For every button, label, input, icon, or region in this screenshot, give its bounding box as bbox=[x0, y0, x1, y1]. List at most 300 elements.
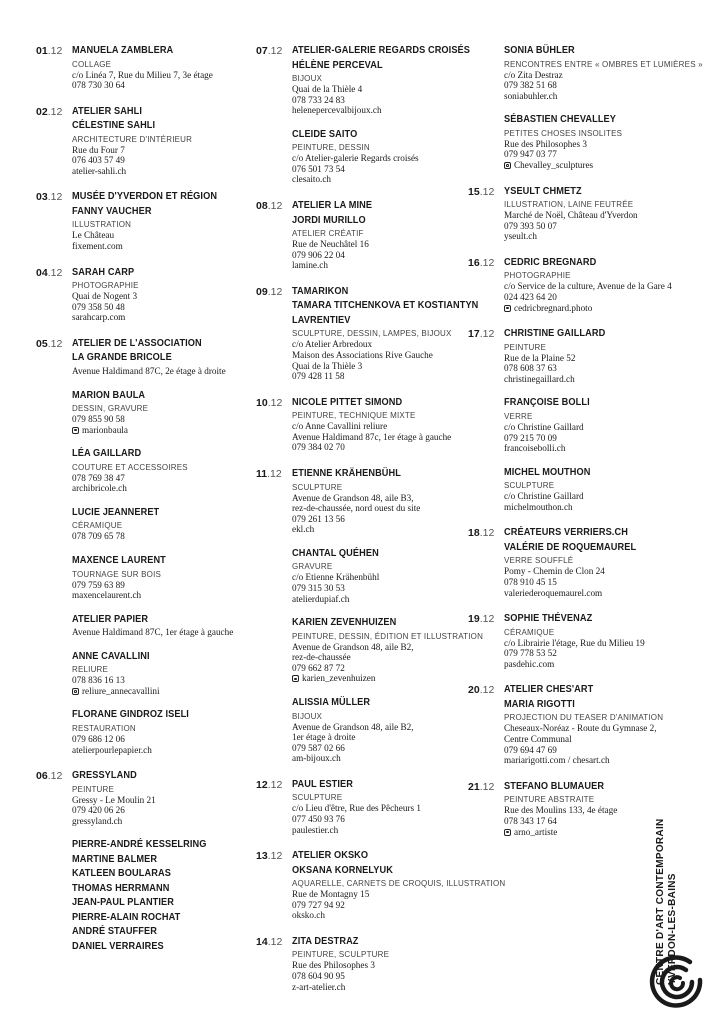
artist-name: PIERRE-ALAIN ROCHAT bbox=[72, 911, 181, 923]
date-day: 21 bbox=[468, 780, 480, 793]
info-line: 079 727 94 92 bbox=[292, 899, 345, 910]
date-label bbox=[36, 191, 62, 203]
category: RELIURE bbox=[72, 665, 109, 675]
date-day: 15 bbox=[468, 185, 480, 198]
date-label bbox=[256, 936, 282, 948]
artist-block bbox=[504, 526, 693, 598]
instagram-text: reliure_annecavallini bbox=[82, 685, 160, 696]
info-line: 079 855 90 58 bbox=[72, 414, 125, 425]
info-line: rez-de-chaussée, nord ouest du site bbox=[292, 503, 421, 514]
info-line: sarahcarp.com bbox=[72, 312, 126, 323]
date-day: 07 bbox=[256, 45, 268, 57]
entry-body bbox=[504, 612, 693, 669]
category: ARCHITECTURE D'INTÉRIEUR bbox=[72, 134, 193, 144]
info-line: c/o Librairie l'étage, Rue du Milieu 19 bbox=[504, 637, 645, 648]
info-line: 076 403 57 49 bbox=[72, 155, 125, 166]
instagram-handle bbox=[72, 425, 251, 436]
info-line: c/o Atelier Arbredoux bbox=[292, 339, 373, 350]
date-entry bbox=[468, 185, 693, 242]
artist-name: PIERRE-ANDRÉ KESSELRING bbox=[72, 839, 207, 851]
artist-block bbox=[72, 769, 251, 826]
artist-block bbox=[72, 190, 251, 251]
date-month: .12 bbox=[479, 780, 495, 793]
category: BIJOUX bbox=[292, 74, 323, 83]
entry-body bbox=[292, 935, 471, 992]
entry-body bbox=[504, 683, 693, 765]
info-line: 079 384 02 70 bbox=[292, 442, 345, 453]
info-line: 078 343 17 64 bbox=[504, 815, 557, 826]
artist-name: ATELIER SAHLI bbox=[72, 105, 143, 117]
artist-name: OKSANA KORNELYUK bbox=[292, 864, 393, 876]
date-entry bbox=[36, 190, 251, 251]
info-line: 078 709 65 78 bbox=[72, 531, 125, 542]
brand-line-2: YVERDON-LES-BAINS bbox=[667, 873, 678, 985]
category: PHOTOGRAPHIE bbox=[72, 281, 139, 291]
date-day: 19 bbox=[468, 613, 480, 626]
info-line: 024 423 64 20 bbox=[504, 291, 557, 302]
date-month: .12 bbox=[267, 285, 283, 298]
category: SCULPTURE, DESSIN, LAMPES, BIJOUX bbox=[292, 329, 452, 339]
instagram-text: Chevalley_sculptures bbox=[514, 159, 594, 170]
artist-block bbox=[292, 396, 471, 453]
artist-name: CLEIDE SAITO bbox=[292, 128, 358, 140]
date-label bbox=[468, 257, 494, 269]
artist-name: CHANTAL QUÉHEN bbox=[292, 547, 379, 559]
date-label bbox=[468, 527, 494, 539]
date-day: 02 bbox=[36, 105, 48, 118]
info-line: 078 836 16 13 bbox=[72, 675, 125, 686]
date-label bbox=[468, 684, 494, 696]
artist-name: NICOLE PITTET SIMOND bbox=[292, 396, 403, 408]
artist-name: PAUL ESTIER bbox=[292, 778, 353, 790]
info-line: Quai de la Thièle 4 bbox=[292, 84, 363, 94]
info-line: oksko.ch bbox=[292, 910, 325, 921]
instagram-text: marionbaula bbox=[82, 424, 128, 435]
artist-name: SARAH CARP bbox=[72, 266, 135, 278]
artist-block bbox=[292, 935, 471, 992]
category: PEINTURE, DESSIN bbox=[292, 143, 370, 153]
category: PEINTURE, TECHNIQUE MIXTE bbox=[292, 411, 416, 421]
info-line: Quai de Nogent 3 bbox=[72, 291, 138, 302]
info-line: Pomy - Chemin de Clon 24 bbox=[504, 566, 605, 577]
brand-line-1: CENTRE D'ART CONTEMPORAIN bbox=[655, 818, 666, 985]
date-day: 01 bbox=[36, 45, 48, 57]
artist-name: MARION BAULA bbox=[72, 389, 146, 401]
date-entry bbox=[256, 935, 471, 992]
info-line: c/o Zita Destraz bbox=[504, 69, 563, 80]
date-day: 10 bbox=[256, 396, 268, 409]
date-entry bbox=[468, 327, 693, 512]
category: CÉRAMIQUE bbox=[72, 521, 123, 531]
artist-block bbox=[504, 683, 693, 765]
category: RENCONTRES ENTRE « OMBRES ET LUMIÈRES » bbox=[504, 59, 703, 69]
date-month: .12 bbox=[479, 527, 495, 540]
info-line: Avenue de Grandson 48, aile B3, bbox=[292, 492, 414, 503]
date-entry bbox=[468, 256, 693, 313]
artist-name: KARIEN ZEVENHUIZEN bbox=[292, 617, 397, 629]
info-line: 076 501 73 54 bbox=[292, 163, 345, 174]
info-line: 078 733 24 83 bbox=[292, 94, 345, 105]
info-line: c/o Anne Cavallini reliure bbox=[292, 421, 388, 432]
artist-block bbox=[72, 506, 251, 542]
instagram-text: arno_artiste bbox=[514, 826, 558, 837]
info-line: 079 947 03 77 bbox=[504, 149, 557, 160]
artist-block bbox=[504, 185, 693, 242]
category: COUTURE ET ACCESSOIRES bbox=[72, 462, 188, 472]
instagram-icon bbox=[504, 162, 511, 169]
date-month: .12 bbox=[479, 185, 495, 198]
info-line: 078 910 45 15 bbox=[504, 576, 557, 587]
info-line: c/o Christine Gaillard bbox=[504, 421, 584, 432]
info-line: christinegaillard.ch bbox=[504, 373, 575, 384]
info-line: yseult.ch bbox=[504, 231, 537, 242]
date-month: .12 bbox=[47, 191, 63, 204]
date-month: .12 bbox=[267, 850, 283, 863]
info-line: atelierdupiaf.ch bbox=[292, 593, 350, 604]
date-entry bbox=[36, 337, 251, 755]
artist-name: LÉA GAILLARD bbox=[72, 448, 142, 460]
artist-block bbox=[292, 467, 471, 535]
cac-logo-icon bbox=[646, 950, 708, 1012]
instagram-text: cedricbregnard.photo bbox=[514, 302, 593, 313]
info-line: fixement.com bbox=[72, 241, 123, 252]
date-entry bbox=[468, 44, 703, 171]
category: SCULPTURE bbox=[504, 481, 555, 491]
artist-block bbox=[72, 613, 251, 638]
artist-block bbox=[292, 128, 471, 185]
date-day: 17 bbox=[468, 328, 480, 341]
artist-name: MAXENCE LAURENT bbox=[72, 555, 166, 566]
date-entry bbox=[256, 199, 471, 271]
category: GRAVURE bbox=[292, 562, 333, 572]
date-day: 13 bbox=[256, 850, 268, 863]
artist-block bbox=[504, 327, 693, 384]
artist-block bbox=[72, 389, 251, 436]
category: CÉRAMIQUE bbox=[504, 627, 555, 637]
info-line: rez-de-chaussée bbox=[292, 652, 351, 663]
entry-body bbox=[292, 396, 471, 453]
artist-name: ATELIER CHES'ART bbox=[504, 684, 594, 696]
instagram-icon bbox=[504, 829, 511, 836]
artist-block bbox=[72, 554, 251, 601]
instagram-handle bbox=[504, 160, 693, 171]
artist-name: ALISSIA MÜLLER bbox=[292, 697, 371, 709]
date-month: .12 bbox=[479, 613, 495, 626]
instagram-icon bbox=[504, 305, 511, 312]
date-label bbox=[36, 106, 62, 118]
category: PEINTURE ABSTRAITE bbox=[504, 795, 595, 805]
info-line: 079 358 50 48 bbox=[72, 301, 125, 312]
artist-block bbox=[504, 466, 693, 513]
date-entry bbox=[36, 769, 251, 954]
artist-name: CHRISTINE GAILLARD bbox=[504, 328, 606, 340]
info-line: michelmouthon.ch bbox=[504, 501, 573, 512]
info-line: Marché de Noël, Château d'Yverdon bbox=[504, 210, 638, 221]
info-line: 079 694 47 69 bbox=[504, 744, 557, 755]
category: RESTAURATION bbox=[72, 723, 136, 733]
instagram-handle bbox=[72, 686, 251, 697]
date-month: .12 bbox=[47, 105, 63, 118]
artist-name: FLORANE GINDROZ ISELI bbox=[72, 709, 189, 721]
info-line: z-art-atelier.ch bbox=[292, 981, 346, 992]
artist-block bbox=[72, 44, 251, 91]
artist-name: SONIA BÜHLER bbox=[504, 45, 575, 56]
info-line: 078 730 30 64 bbox=[72, 80, 125, 91]
info-line: francoisebolli.ch bbox=[504, 443, 566, 454]
info-line: maxencelaurent.ch bbox=[72, 590, 142, 601]
date-label bbox=[256, 779, 282, 791]
date-month: .12 bbox=[47, 337, 63, 350]
info-line: Rue du Four 7 bbox=[72, 144, 125, 155]
info-line: Rue de la Plaine 52 bbox=[504, 352, 576, 363]
info-line: ekl.ch bbox=[292, 524, 315, 535]
category: PEINTURE, DESSIN, ÉDITION ET ILLUSTRATION bbox=[292, 631, 484, 641]
entry-body bbox=[292, 778, 471, 835]
info-line: c/o Lieu d'être, Rue des Pêcheurs 1 bbox=[292, 803, 421, 814]
category: ILLUSTRATION, LAINE FEUTRÉE bbox=[504, 200, 634, 210]
artist-name: JORDI MURILLO bbox=[292, 214, 366, 226]
artist-block bbox=[72, 105, 251, 177]
info-line: 079 393 50 07 bbox=[504, 220, 557, 231]
category: VERRE bbox=[504, 411, 533, 421]
info-line: am-bijoux.ch bbox=[292, 753, 341, 764]
info-line: lamine.ch bbox=[292, 260, 328, 271]
date-label bbox=[256, 200, 282, 212]
date-label bbox=[256, 45, 282, 57]
entry-body bbox=[292, 44, 471, 185]
date-label bbox=[36, 45, 62, 57]
entry-body bbox=[292, 849, 506, 921]
artist-name: ANNE CAVALLINI bbox=[72, 650, 150, 662]
entry-body bbox=[504, 256, 693, 313]
artist-name: CÉLESTINE SAHLI bbox=[72, 120, 156, 132]
entry-body bbox=[72, 44, 251, 91]
artist-block bbox=[292, 44, 471, 116]
info-line: 078 608 37 63 bbox=[504, 363, 557, 374]
info-line: c/o Atelier-galerie Regards croisés bbox=[292, 153, 419, 164]
entry-body bbox=[504, 327, 693, 512]
info-line: Cheseaux-Noréaz - Route du Gymnase 2, bbox=[504, 723, 657, 734]
date-month: .12 bbox=[267, 468, 282, 480]
entry-body bbox=[504, 44, 703, 171]
info-line: 079 261 13 56 bbox=[292, 513, 345, 524]
entry-body bbox=[72, 190, 251, 251]
info-line: Rue des Philosophes 3 bbox=[292, 960, 375, 971]
info-line: gressyland.ch bbox=[72, 815, 123, 826]
date-label bbox=[256, 397, 282, 409]
date-month: .12 bbox=[47, 45, 63, 57]
instagram-icon bbox=[292, 675, 299, 682]
info-line: clesaito.ch bbox=[292, 174, 332, 185]
artist-name: MUSÉE D'YVERDON ET RÉGION bbox=[72, 191, 218, 203]
category: COLLAGE bbox=[72, 59, 112, 69]
info-line: 077 450 93 76 bbox=[292, 814, 345, 824]
info-line: c/o Service de la culture, Avenue de la Gare 4 bbox=[504, 281, 672, 292]
artist-name: LA GRANDE BRICOLE bbox=[72, 352, 172, 364]
category: PROJECTION DU TEASER D'ANIMATION bbox=[504, 713, 664, 723]
artist-block bbox=[504, 396, 693, 453]
instagram-icon bbox=[72, 427, 79, 434]
category: SCULPTURE bbox=[292, 482, 343, 492]
info-line: Gressy - Le Moulin 21 bbox=[72, 794, 156, 805]
info-line: pasdehic.com bbox=[504, 658, 555, 669]
artist-name: STEFANO BLUMAUER bbox=[504, 780, 605, 792]
info-line: 079 906 22 04 bbox=[292, 249, 345, 260]
category: PHOTOGRAPHIE bbox=[504, 271, 571, 281]
date-month: .12 bbox=[267, 200, 283, 213]
info-line: 078 604 90 95 bbox=[292, 971, 345, 982]
date-day: 20 bbox=[468, 684, 480, 697]
artist-name: MICHEL MOUTHON bbox=[504, 466, 591, 478]
date-day: 06 bbox=[36, 770, 48, 783]
column-1 bbox=[36, 44, 251, 968]
date-entry bbox=[36, 44, 251, 91]
date-label bbox=[256, 286, 282, 298]
date-entry bbox=[36, 266, 251, 323]
date-month: .12 bbox=[479, 256, 495, 269]
artist-name: MARIA RIGOTTI bbox=[504, 698, 575, 710]
artist-name: VALÉRIE DE ROQUEMAUREL bbox=[504, 541, 637, 553]
artist-name: FANNY VAUCHER bbox=[72, 205, 152, 217]
artist-name: ATELIER LA MINE bbox=[292, 200, 373, 212]
artist-block bbox=[504, 113, 693, 170]
artist-block bbox=[292, 199, 471, 271]
date-entry bbox=[36, 105, 251, 177]
entry-body bbox=[292, 199, 471, 271]
artist-block bbox=[292, 696, 471, 764]
entry-body bbox=[72, 105, 251, 177]
info-line: helenepercevalbijoux.ch bbox=[292, 105, 382, 116]
info-line: Rue des Moulins 133, 4e étage bbox=[504, 805, 618, 816]
artist-name: MANUELA ZAMBLERA bbox=[72, 45, 174, 56]
date-day: 14 bbox=[256, 935, 268, 948]
date-month: .12 bbox=[267, 45, 283, 57]
date-month: .12 bbox=[267, 778, 283, 791]
info-line: paulestier.ch bbox=[292, 824, 339, 835]
date-day: 12 bbox=[256, 778, 268, 791]
date-month: .12 bbox=[267, 935, 283, 948]
category: PETITES CHOSES INSOLITES bbox=[504, 128, 623, 138]
entry-body bbox=[504, 526, 693, 598]
category: PEINTURE, SCULPTURE bbox=[292, 950, 390, 960]
artist-name: KATLEEN BOULARAS bbox=[72, 868, 171, 880]
info-line: Centre Communal bbox=[504, 734, 572, 745]
artist-block bbox=[504, 44, 703, 101]
artist-block bbox=[504, 612, 693, 669]
artist-block bbox=[292, 547, 471, 604]
date-day: 18 bbox=[468, 527, 480, 540]
artist-block bbox=[292, 778, 471, 835]
info-line: c/o Etienne Krähenbühl bbox=[292, 572, 380, 583]
artist-block bbox=[72, 708, 251, 755]
info-line: Rue de Neuchâtel 16 bbox=[292, 239, 369, 250]
info-line: 078 769 38 47 bbox=[72, 472, 125, 483]
category: VERRE SOUFFLÉ bbox=[504, 556, 574, 566]
info-line: 079 428 11 58 bbox=[292, 371, 345, 382]
date-label bbox=[468, 186, 494, 198]
date-entry bbox=[256, 44, 471, 185]
date-label bbox=[36, 267, 62, 279]
category: SCULPTURE bbox=[292, 793, 343, 803]
date-label bbox=[36, 338, 62, 350]
date-label bbox=[36, 770, 62, 782]
date-day: 05 bbox=[36, 337, 48, 350]
date-month: .12 bbox=[479, 328, 495, 341]
instagram-handle bbox=[292, 673, 471, 684]
info-line: Rue des Philosophes 3 bbox=[504, 138, 587, 149]
artist-name: HÉLÈNE PERCEVAL bbox=[292, 59, 383, 71]
info-line: Le Château bbox=[72, 230, 115, 241]
date-entry bbox=[468, 612, 693, 669]
artist-name: DANIEL VERRAIRES bbox=[72, 940, 164, 952]
info-line: 079 420 06 26 bbox=[72, 805, 125, 816]
category: PEINTURE bbox=[504, 342, 547, 352]
date-day: 11 bbox=[256, 468, 268, 480]
info-line: archibricole.ch bbox=[72, 483, 127, 494]
date-day: 03 bbox=[36, 191, 48, 204]
date-month: .12 bbox=[47, 266, 63, 279]
artist-name: ATELIER PAPIER bbox=[72, 613, 149, 625]
artist-name: SÉBASTIEN CHEVALLEY bbox=[504, 114, 616, 126]
instagram-text: karien_zevenhuizen bbox=[302, 673, 376, 684]
artist-name: MARTINE BALMER bbox=[72, 853, 158, 865]
artist-block bbox=[72, 447, 251, 494]
artist-name: YSEULT CHMETZ bbox=[504, 185, 582, 197]
artist-name: TAMARIKON bbox=[292, 285, 349, 297]
artist-block bbox=[504, 256, 693, 313]
info-line: c/o Linéa 7, Rue du Milieu 7, 3e étage bbox=[72, 69, 213, 80]
category: TOURNAGE SUR BOIS bbox=[72, 569, 162, 579]
date-entry bbox=[468, 683, 693, 765]
column-3 bbox=[468, 44, 703, 851]
artist-name: THOMAS HERRMANN bbox=[72, 882, 170, 894]
category: BIJOUX bbox=[292, 711, 323, 721]
date-label bbox=[468, 781, 494, 793]
date-month: .12 bbox=[47, 770, 63, 783]
artist-name: LUCIE JEANNERET bbox=[72, 506, 160, 518]
info-line: 079 587 02 66 bbox=[292, 742, 345, 753]
date-month: .12 bbox=[267, 396, 283, 409]
date-label bbox=[256, 850, 282, 862]
artist-name: JEAN-PAUL PLANTIER bbox=[72, 897, 175, 909]
category: DESSIN, GRAVURE bbox=[72, 404, 149, 414]
info-line: Rue de Montagny 15 bbox=[292, 889, 370, 900]
category: ILLUSTRATION bbox=[72, 220, 132, 230]
info-line: 079 382 51 68 bbox=[504, 80, 557, 91]
date-label bbox=[468, 328, 494, 340]
entry-body bbox=[72, 337, 251, 755]
artist-name: ATELIER DE L'ASSOCIATION bbox=[72, 337, 202, 349]
date-label bbox=[468, 613, 494, 625]
info-line: 079 315 30 53 bbox=[292, 582, 345, 593]
artist-name: ZITA DESTRAZ bbox=[292, 935, 359, 947]
artist-block bbox=[72, 266, 251, 323]
artist-name: FRANÇOISE BOLLI bbox=[504, 397, 590, 409]
artist-name: ATELIER OKSKO bbox=[292, 850, 369, 862]
info-line: Avenue Haldimand 87C, 1er étage à gauche bbox=[72, 627, 234, 638]
artist-block bbox=[72, 650, 251, 697]
date-day: 04 bbox=[36, 266, 48, 279]
artist-block bbox=[292, 849, 506, 921]
entry-body bbox=[504, 185, 693, 242]
artist-name: LAVRENTIEV bbox=[292, 314, 351, 326]
instagram-icon bbox=[72, 688, 79, 695]
info-line: Avenue de Grandson 48, aile B2, bbox=[292, 641, 414, 652]
artist-name: CEDRIC BREGNARD bbox=[504, 256, 597, 268]
info-line: 079 215 70 09 bbox=[504, 432, 557, 443]
info-line: mariarigotti.com / chesart.ch bbox=[504, 755, 610, 766]
artist-name: ATELIER-GALERIE REGARDS CROISÉS bbox=[292, 45, 471, 56]
